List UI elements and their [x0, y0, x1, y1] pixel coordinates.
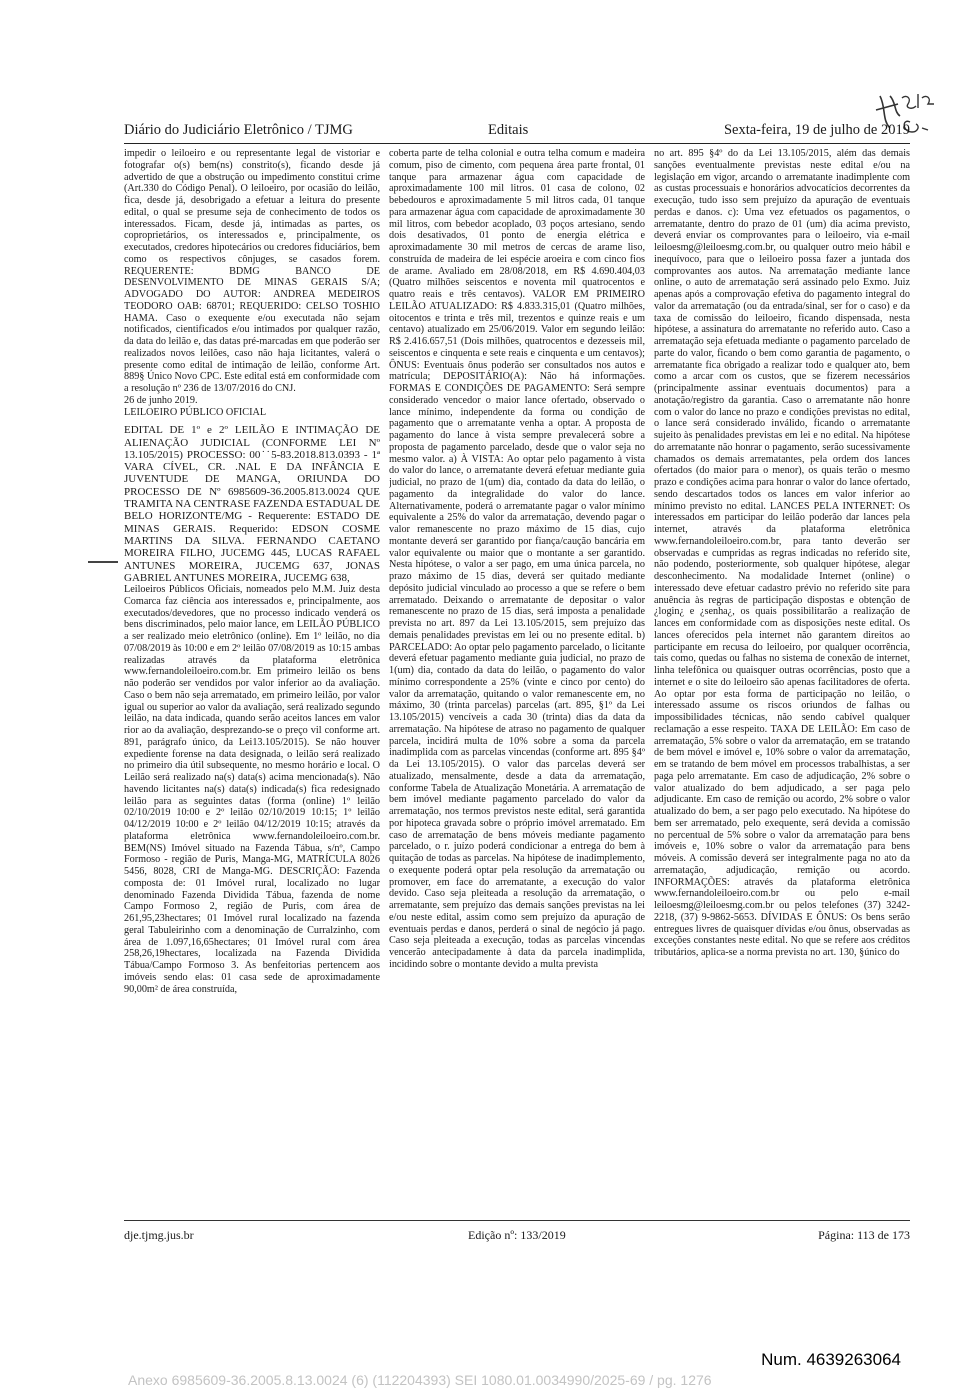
col1-paragraph-b: Leiloeiros Públicos Oficiais, nomeados pelo M.M. Juiz desta Comarca faz ciência aos interessados e, principalmente, aos executados/devedores, que no processo indicado venderá os bens discriminados, pelo maior lance, em LEILÃO PÚBLICO a ser realizado meio eletrônico (online). Em 1º leilão, no dia 07/08/2019 às 10:00 e em 2º leilão 07/08/2019 as 10:15 ambas realizadas através da plataforma eletrônica www.fernandoleiloeiro.com.br. Em primeiro leilão os bens não poderão ser vendidos por valor inferior ao da avaliação. Caso o bem não seja arrematado, em primeiro leilão, por valor igual ou superior ao valor da avaliação, será realizado segundo leilão, na data indicada, quando serão aceitos lances em valor rior ao da avaliação, desprezando-se o preço vil conforme art. 891, parágrafo único, da Lei13.105/2015). Se não houver expediente forense na data designada, o leilão será realizado no primeiro dia útil subsequente, no mesmo horário e local. O Leilão será realizado na(s) data(s) acima mencionada(s). Não havendo licitantes na(s) data(s) indicada(s) fica redesignado leilão para as seguintes datas (forma (online) 1º leilão 02/10/2019 10:00 e 2º leilão 02/10/2019 10:15; 1º leilão 04/12/2019 10:00 e 2º leilão 04/12/2019 10:15; através da plataforma eletrônica www.fernandoleiloeiro.com.br. BEM(NS) Imóvel situado na Fazenda Tábua, s/nº, Campo Formoso - região de Puris, Manga-MG, MATRÍCULA 8026 5456, 8028, CRI de Manga-MG. DESCRIÇÃO: Fazenda composta de: 01 Imóvel rural, localizado no lugar denominado Fazenda Dividida Tábua, fazenda de nome Campo Formoso 2, região de Puris, com área de 261,95,23hectares; 01 Imóvel rural localizado na fazenda geral Tabuleirinho com a denominação de Curralzinho, com área de 1.097,16,65hectares; 01 Imóvel rural com área 258,26,19hectares, localizada na Fazenda Dividida Tábua/Campo Formoso 3. As benfeitorias pertencem aos imóveis sendo elas: 01 casa sede de aproximadamente 90,00m² de área construída, [124, 584, 380, 995]
header-rule [124, 143, 910, 144]
page-footer [124, 1228, 910, 1246]
column-3 [654, 148, 910, 1218]
publication-date: Sexta-feira, 19 de julho de 2019 [723, 122, 910, 138]
footer-page: Página: 113 de 173 [818, 1228, 910, 1242]
margin-mark [88, 561, 118, 563]
footer-edition: Edição nº: 133/2019 [468, 1228, 566, 1242]
footer-rule [124, 1220, 910, 1221]
document-number: Num. 4639263064 [761, 1350, 901, 1369]
annex-stamp: Anexo 6985609-36.2005.8.13.0024 (6) (112204393) SEI 1080.01.0034990/2025-69 / pg. 1276 [128, 1372, 712, 1388]
footer-site: dje.tjmg.jus.br [124, 1228, 194, 1242]
journal-title: Diário do Judiciário Eletrônico / TJMG [124, 122, 353, 138]
page-header [124, 122, 910, 144]
col1-paragraph-a: impedir o leiloeiro e ou representante legal de vistoriar e fotografar o(s) bem(ns) constrito(s), ficando desde já advertido de que a obstrução ou impedimento constitui crime (Art.330 do Código Penal). O leiloeiro, por ocasião do leilão, fica, desde já, desobrigado a efetuar a leitura do presente edital, o qual se presume seja de conhecimento de todos os interessados. Ficam, desde já, intimadas as partes, os coproprietários, os interessados e, principalmente, os executados, credores hipotecários ou credores fiduciários, bem como os respectivos cônjuges, se casados forem. REQUERENTE: BDMG BANCO DE DESENVOLVIMENTO DE MINAS GERAIS S/A; ADVOGADO DO AUTOR: ANDREA MEDEIROS TEODORO OAB: 68701; REQUERIDO: CELSO TOSHIO HAMA. Caso o exequente e/ou executada não sejam notificados, cientificados e/ou intimados por qualquer razão, da data do leilão e, das datas pré-marcadas em que poderão ser realizados novos leilões, caso não haja licitantes, valerá o presente como edital de intimação de leilão, conforme Art. 889§ Único Novo CPC. Este edital está em conformidade com a resolução nº 236 de 13/07/2016 do CNJ. [124, 148, 380, 394]
edital-heading: EDITAL DE 1º e 2º LEILÃO E INTIMAÇÃO DE ALIENAÇÃO JUDICIAL (CONFORME LEI Nº 13.105/2015) PROCESSO: 00˙˙5-83.2018.813.0393 - 1ª VARA CÍVEL, CR. .NAL E DA INFÂNCIA E JUVENTUDE DE MANGA, ORIUNDA DO PROCESSO DE Nº 6985609-36.2005.813.0024 QUE TRAMITA NA CENTRASE FAZENDA ESTADUAL DE BELO HORIZONTE/MG - Requerente: ESTADO DE MINAS GERAIS. Requerido: EDSON COSME MARTINS DA SILVA. FERNANDO CAETANO MOREIRA FILHO, JUCEMG 445, LUCAS RAFAEL ANTUNES MOREIRA, JUCEMG 637, JONAS GABRIEL ANTUNES MOREIRA, JUCEMG 638, [124, 424, 380, 584]
col1-signature: LEILOEIRO PÚBLICO OFICIAL [124, 406, 267, 418]
column-2 [389, 148, 645, 1218]
col3-paragraph: no art. 895 §4º do da Lei 13.105/2015, além das demais sanções eventualmente previstas neste edital e/ou na legislação em vigor, arcando o arrematante inadimplente com as custas processuais e honorários advocatícios decorrentes da execução, tudo isso sem prejuízo da apuração de eventuais perdas e danos. c): Uma vez efetuados os pagamentos, o arrematante, dentro do prazo de 01 (um) dia acima previsto, deverá enviar os comprovantes para o leiloeiro, via e-mail leiloesmg@leiloesmg.com.br, ou qualquer outro meio hábil e inequívoco, para que o leiloeiro possa fazer a juntada dos comprovantes aos autos. Na arrematação mediante lance online, o auto de arrematação será assinado pelo Exmo. Juiz apenas após a comprovação efetiva do pagamento integral do valor da arrematação (ou da entrada/sinal, ser for o caso) e da taxa de comissão do leiloeiro, ficando dispensada, nesta hipótese, a assinatura do arrematante no referido auto. Caso a arrematação seja efetuada mediante o pagamento parcelado de parte do valor, ficando o bem como garantia de pagamento, o arrematante fica obrigado a realizar todo e qualquer ato, bem como a arcar com os custos, que se fizerem necessários (principalmente assinar eventuais documentos) para a anotação/registro da garantia. Caso o arrematante não honre com o valor do lance no prazo e condições previstas no edital, o lance será considerado inválido, ficando o arrematante sujeito às penalidades previstas em lei e no edital. Na hipótese do arrematante não honrar o pagamento, serão sucessivamente chamados os demais arrematantes, pela ordem dos lances ofertados (do maior para o menor), os quais terão o mesmo prazo e condições acima para honrar o valor do lance ofertado, sendo descartados todos os lances em valor inferior ao mínimo previsto no edital. LANCES PELA INTERNET: Os interessados em participar do leilão poderão dar lances pela internet, através da plataforma eletrônica www.fernandoleiloeiro.com.br, para tanto deverão ser observadas e cumpridas as regras indicadas no referido site, não podendo, posteriormente, sob qualquer hipótese, alegar desconhecimento. Na modalidade Internet (online) o interessado deve efetuar cadastro prévio no referido site para anuência às regras de participação dispostas e obtenção de ¿login¿ e ¿senha¿, os quais possibilitarão a realização de lances em conformidade com as disposições neste edital. Os lances oferecidos pela internet não garantem direitos ao participante em recusa do leiloeiro, por qualquer ocorrência, tais como, quedas ou falhas no sistema de conexão de internet, linha telefônica ou quaisquer outras ocorrências, posto que a internet e o site do leiloeiro são apenas facilitadores de oferta. Ao optar por esta forma de participação no leilão, o interessado assume os riscos oriundos de falhas ou impossibilidades técnicas, não sendo cabível qualquer reclamação a esse respeito. TAXA DE LEILÃO: Em caso de arrematação, 5% sobre o valor da arrematação, em se tratando de bem móvel e imóvel e, 10% sobre o valor da arrematação, em se tratando de bem móvel em processos trabalhistas, a ser paga pelo arrematante. Em caso de adjudicação, 2% sobre o valor atualizado do bem adjudicado, a ser paga pelo adjudicante. Em caso de remição ou acordo, 2% sobre o valor atualizado do bem, a ser pago pelo executado. Na hipótese do bem ser arrematado, pelo exequente, será devida a comissão no percentual de 5% sobre o valor da arrematação para bens imóveis e, 10% sobre o valor da arrematação para bens móveis. A comissão deverá ser integralmente paga no ato da arrematação, adjudicação, remição ou acordo. INFORMAÇÕES: através da plataforma eletrônica www.fernandoleiloeiro.com.br ou pelo e-mail leiloesmg@leiloesmg.com.br ou pelos telefones (37) 3242-2218, (37) 9-9862-5653. DÍVIDAS E ÔNUS: Os bens serão entregues livres de quaisquer dívidas e/ou ônus, observadas as exceções constantes neste edital. No que se refere aos créditos tributários, aplica-se a norma prevista no art. 130, §único do [654, 148, 910, 958]
section-title: Editais [488, 122, 529, 138]
col1-date: 26 de junho 2019. [124, 394, 198, 406]
col2-paragraph: coberta parte de telha colonial e outra telha comum e madeira comum, piso de cimento, com pequena área parte frontal, 01 tanque para armazenar água com capacidade de aproximadamente 100 mil litros. 01 casa de colono, 02 bebedouros e aproximadamente 5 mil litros cada, 01 tanque para armazenar água com capacidade de aproximadamente 30 mil litros, com bebedor acoplado, 03 poços artesiano, sendo dois desativados, 01 ponto de energia elétrica e aproximadamente 30 mil metros de cercas de arame liso, construída de madeira de lei espécie aroeira e com cinco fios de arame. Avaliado em 28/08/2018, em R$ 4.690.404,03 (Quatro milhões seiscentos e noventa mil quatrocentos e quatro reais e três centavos). VALOR EM PRIMEIRO LEILÃO ATUALIZADO: R$ 4.833.315,01 (Quatro milhões, oitocentos e trinta e três mil, trezentos e quinze reais e um centavo) atualizado em 25/06/2019. Valor em segundo leilão: R$ 2.416.657,51 (Dois milhões, quatrocentos e dezesseis mil, seiscentos e cinquenta e sete reais e cinquenta e um centavos); ÔNUS: Eventuais ônus poderão ser consultados nos autos e matrícula; DEPOSITÁRIO(A): Não há informações. FORMAS E CONDIÇÕES DE PAGAMENTO: Será sempre considerado vencedor o maior lance ofertado, observado o lance mínimo, independente da forma ou condição de pagamento que o arrematante venha a optar. A proposta de pagamento do lance à vista sempre prevalecerá sobre a proposta de pagamento parcelado, desde que o valor seja no mesmo valor. a) À VISTA: Ao optar pelo pagamento à vista do valor do lance, o arrematante deverá efetuar mediante guia judicial, no prazo de 1(um) dia, contado da data do leilão, o pagamento da integralidade do valor do lance. Alternativamente, poderá o arrematante pagar o valor mínimo equivalente a 25% do valor da arrematação, devendo pagar o valor remanescente no prazo máximo de 15 dias, cujo montante deverá ser garantido por fiança/caução bancária em valor equivalente ou maior que o montante a ser garantido. Nesta hipótese, o valor a ser pago, em uma única parcela, no prazo máximo de 15 dias, deverá ser quitado mediante depósito judicial vinculado ao processo a que se refere o bem arrematado. Deixando o arrematante de depositar o valor remanescente no prazo de 15 dias, será imposta a penalidade prevista no art. 897 da Lei 13.105/2015, sem prejuízo das demais penalidades previstas em lei ou no presente edital. b) PARCELADO: Ao optar pelo pagamento parcelado, o licitante deverá efetuar pagamento mediante guia judicial, no prazo de 1(um) dia, contado da data do leilão, o pagamento do valor mínimo correspondente a 25% (vinte e cinco por cento) do valor da arrematação, quitando o valor remanescente em, no máximo, 30 (trinta parcelas) parcelas (art. 895, §1º da Lei 13.105/2015) vencíveis a cada 30 (trinta) dias da data da arrematação. Na hipótese de atraso no pagamento de qualquer parcela, incidirá multa de 10% sobre a soma da parcela inadimplida com as parcelas vincendas (conforme art. 895 §4º da Lei 13.105/2015). O valor das parcelas deverá ser atualizado, mensalmente, desde a data da arrematação, conforme Tabela de Atualização Monetária. A arrematação de bem imóvel mediante pagamento parcelado do valor da arrematação, nos termos previstos neste edital, será garantida por hipoteca gravada sobre o próprio imóvel arrematado. Em caso de arrematação de bens móveis mediante pagamento parcelado, o r. juízo poderá condicionar a entrega do bem à quitação de todas as parcelas. Na hipótese de inadimplemento, o exequente poderá optar pela resolução da arrematação ou promover, em face do arrematante, a execução do valor devido. Caso seja pleiteada a resolução da arrematação, o arrematante, sem prejuízo das demais sanções previstas na lei e/ou neste edital, assim como sem prejuízo da apuração de eventuais perdas e danos, perderá o sinal de negócio já pago. Caso seja pleiteada a execução, todas as parcelas vincendas vencerão antecipadamente à data da parcela inadimplida, incidindo sobre o montante devido a multa prevista [389, 148, 645, 970]
columns-container [124, 148, 910, 1218]
column-1 [124, 148, 380, 1218]
